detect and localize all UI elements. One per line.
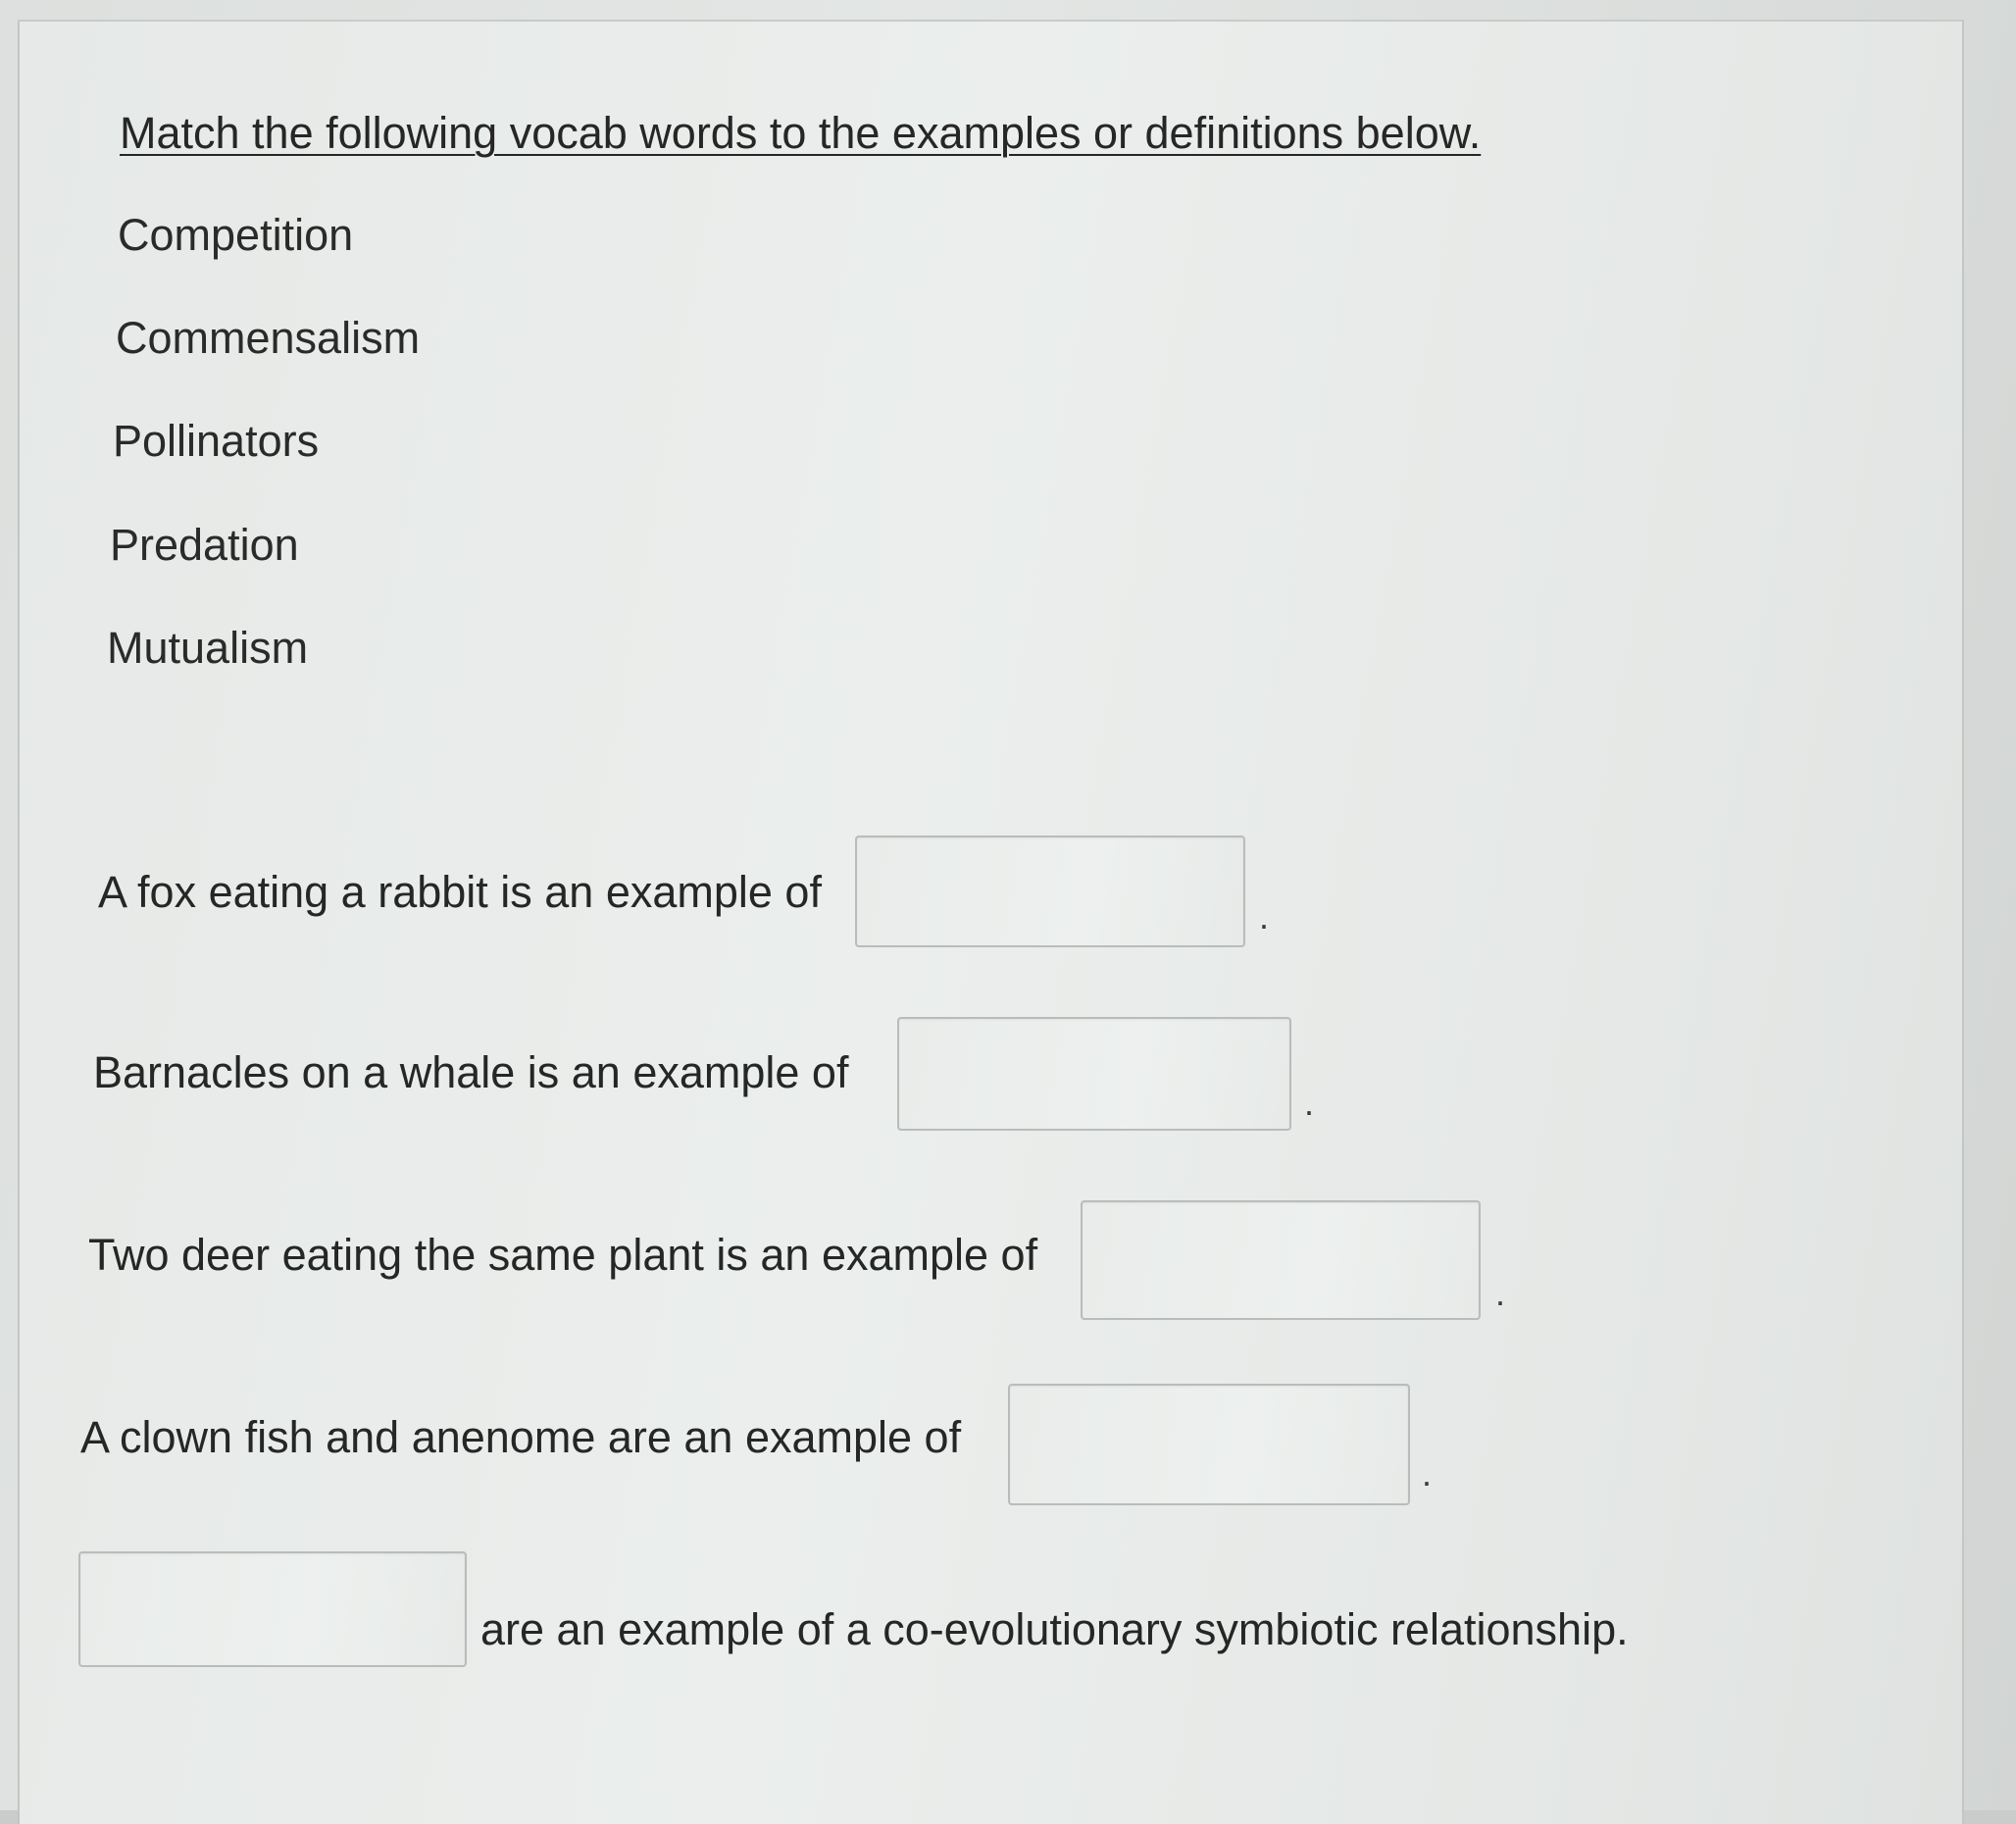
- vocab-term-predation: Predation: [110, 520, 299, 570]
- instructions-heading: Match the following vocab words to the examples or definitions below.: [120, 108, 1482, 158]
- question-3-period: .: [1495, 1273, 1506, 1313]
- question-5-answer-input[interactable]: [78, 1551, 467, 1667]
- question-1-answer-input[interactable]: [855, 836, 1245, 947]
- question-3-answer-input[interactable]: [1081, 1200, 1481, 1320]
- question-2-text: Barnacles on a whale is an example of: [93, 1047, 849, 1097]
- question-4-answer-input[interactable]: [1008, 1384, 1410, 1505]
- question-4-period: .: [1422, 1453, 1433, 1494]
- question-panel: [18, 20, 1964, 1824]
- question-1-text: A fox eating a rabbit is an example of: [98, 867, 822, 917]
- vocab-term-pollinators: Pollinators: [113, 416, 320, 466]
- vocab-term-commensalism: Commensalism: [116, 313, 421, 363]
- vocab-term-competition: Competition: [118, 210, 354, 260]
- question-2-answer-input[interactable]: [897, 1017, 1291, 1131]
- vocab-term-mutualism: Mutualism: [107, 623, 309, 673]
- question-1-period: .: [1259, 896, 1270, 937]
- question-2-period: .: [1304, 1083, 1315, 1123]
- question-5-text: are an example of a co-evolutionary symbiotic relationship.: [480, 1604, 1629, 1654]
- question-4-text: A clown fish and anenome are an example of: [80, 1412, 962, 1462]
- question-3-text: Two deer eating the same plant is an example of: [88, 1230, 1038, 1280]
